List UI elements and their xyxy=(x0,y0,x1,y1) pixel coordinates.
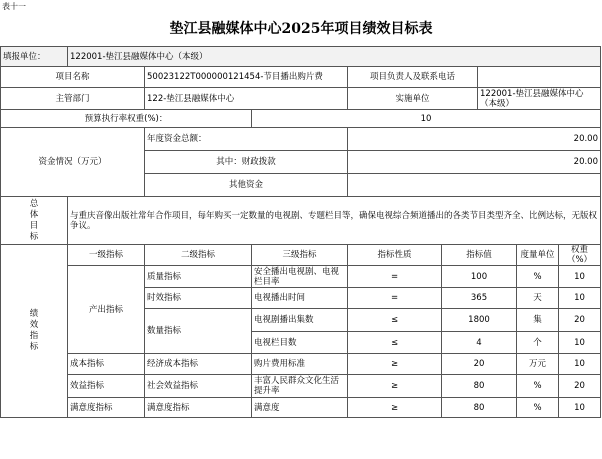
header-level2: 二级指标 xyxy=(145,245,252,266)
table-row-l3: 电视播出时间 xyxy=(252,288,348,309)
funds-label: 资金情况（万元） xyxy=(1,128,145,197)
table-row-nature: ≥ xyxy=(348,398,442,418)
dept-label: 主管部门 xyxy=(1,88,145,110)
table-row-l3: 满意度 xyxy=(252,398,348,418)
table-row-unit: % xyxy=(517,266,559,288)
table-row-value: 4 xyxy=(442,332,517,354)
table-row-nature: = xyxy=(348,288,442,309)
table-row-unit: 万元 xyxy=(517,354,559,375)
annual-funds-value: 20.00 xyxy=(348,128,601,151)
budget-weight-value: 10 xyxy=(252,110,601,128)
header-weight: 权重（%） xyxy=(559,245,601,266)
table-row-l2: 社会效益指标 xyxy=(145,375,252,398)
page-title: 垫江县融媒体中心2025年项目绩效目标表 xyxy=(169,21,433,37)
table-row-nature: ≤ xyxy=(348,332,442,354)
table-row-value: 1800 xyxy=(442,309,517,332)
table-row-unit: % xyxy=(517,375,559,398)
performance-indicators-label: 绩效指标 xyxy=(1,245,68,418)
satisfaction-indicator-label: 满意度指标 xyxy=(68,398,145,418)
table-row-weight: 10 xyxy=(559,398,601,418)
header-value: 指标值 xyxy=(442,245,517,266)
table-row-weight: 10 xyxy=(559,354,601,375)
impl-unit-label: 实施单位 xyxy=(348,88,478,110)
table-row-nature: ≥ xyxy=(348,354,442,375)
overall-goal-text: 与重庆音像出版社常年合作项目，每年购买一定数量的电视剧、专题栏目等，确保电视综合频道播出的各类节目类型齐全、比例达标，无版权争议。 xyxy=(68,197,601,245)
annual-funds-label: 年度资金总额： xyxy=(145,128,348,151)
benefit-indicator-label: 效益指标 xyxy=(68,375,145,398)
header-nature: 指标性质 xyxy=(348,245,442,266)
table-row-value: 20 xyxy=(442,354,517,375)
table-row-unit: % xyxy=(517,398,559,418)
table-row-nature: = xyxy=(348,266,442,288)
table-row-l3: 购片费用标准 xyxy=(252,354,348,375)
overall-goal-label: 总体目标 xyxy=(1,197,68,245)
project-name-label: 项目名称 xyxy=(1,67,145,88)
header-unit: 度量单位 xyxy=(517,245,559,266)
table-row-l3: 丰富人民群众文化生活提升率 xyxy=(252,375,348,398)
table-row-l2: 满意度指标 xyxy=(145,398,252,418)
table-row-l3: 电视剧播出集数 xyxy=(252,309,348,332)
filler-value: 122001-垫江县融媒体中心（本级） xyxy=(68,47,601,67)
table-row-unit: 个 xyxy=(517,332,559,354)
table-row-weight: 10 xyxy=(559,288,601,309)
table-row-l3: 安全播出电视剧、电视栏目率 xyxy=(252,266,348,288)
table-row-weight: 20 xyxy=(559,309,601,332)
other-funds-label: 其他资金 xyxy=(145,174,348,197)
budget-weight-label: 预算执行率权重(%)： xyxy=(1,110,252,128)
performance-target-table xyxy=(0,46,601,418)
table-row-nature: ≥ xyxy=(348,375,442,398)
header-level3: 三级指标 xyxy=(252,245,348,266)
table-row-nature: ≤ xyxy=(348,309,442,332)
project-name-value: 50023122T000000121454-节目播出购片费 xyxy=(145,67,348,88)
other-funds-value xyxy=(348,174,601,197)
fiscal-funds-label: 其中：财政拨款 xyxy=(145,151,348,174)
table-row-l3: 电视栏目数 xyxy=(252,332,348,354)
filler-label: 填报单位： xyxy=(1,47,68,67)
quality-indicator-label: 质量指标 xyxy=(145,266,252,288)
project-owner-value xyxy=(478,67,601,88)
table-row-value: 365 xyxy=(442,288,517,309)
timeliness-indicator-label: 时效指标 xyxy=(145,288,252,309)
project-owner-label: 项目负责人及联系电话 xyxy=(348,67,478,88)
table-row-unit: 集 xyxy=(517,309,559,332)
header-level1: 一级指标 xyxy=(68,245,145,266)
table-row-value: 80 xyxy=(442,375,517,398)
fiscal-funds-value: 20.00 xyxy=(348,151,601,174)
dept-value: 122-垫江县融媒体中心 xyxy=(145,88,348,110)
impl-unit-value: 122001-垫江县融媒体中心（本级） xyxy=(478,88,601,110)
cost-indicator-label: 成本指标 xyxy=(68,354,145,375)
table-row-weight: 10 xyxy=(559,266,601,288)
table-row-weight: 10 xyxy=(559,332,601,354)
table-row-weight: 20 xyxy=(559,375,601,398)
table-number: 表十一 xyxy=(2,2,26,11)
table-row-l2: 经济成本指标 xyxy=(145,354,252,375)
table-row-value: 80 xyxy=(442,398,517,418)
table-row-unit: 天 xyxy=(517,288,559,309)
quantity-indicator-label: 数量指标 xyxy=(145,309,252,354)
output-indicator-label: 产出指标 xyxy=(68,266,145,354)
table-row-value: 100 xyxy=(442,266,517,288)
